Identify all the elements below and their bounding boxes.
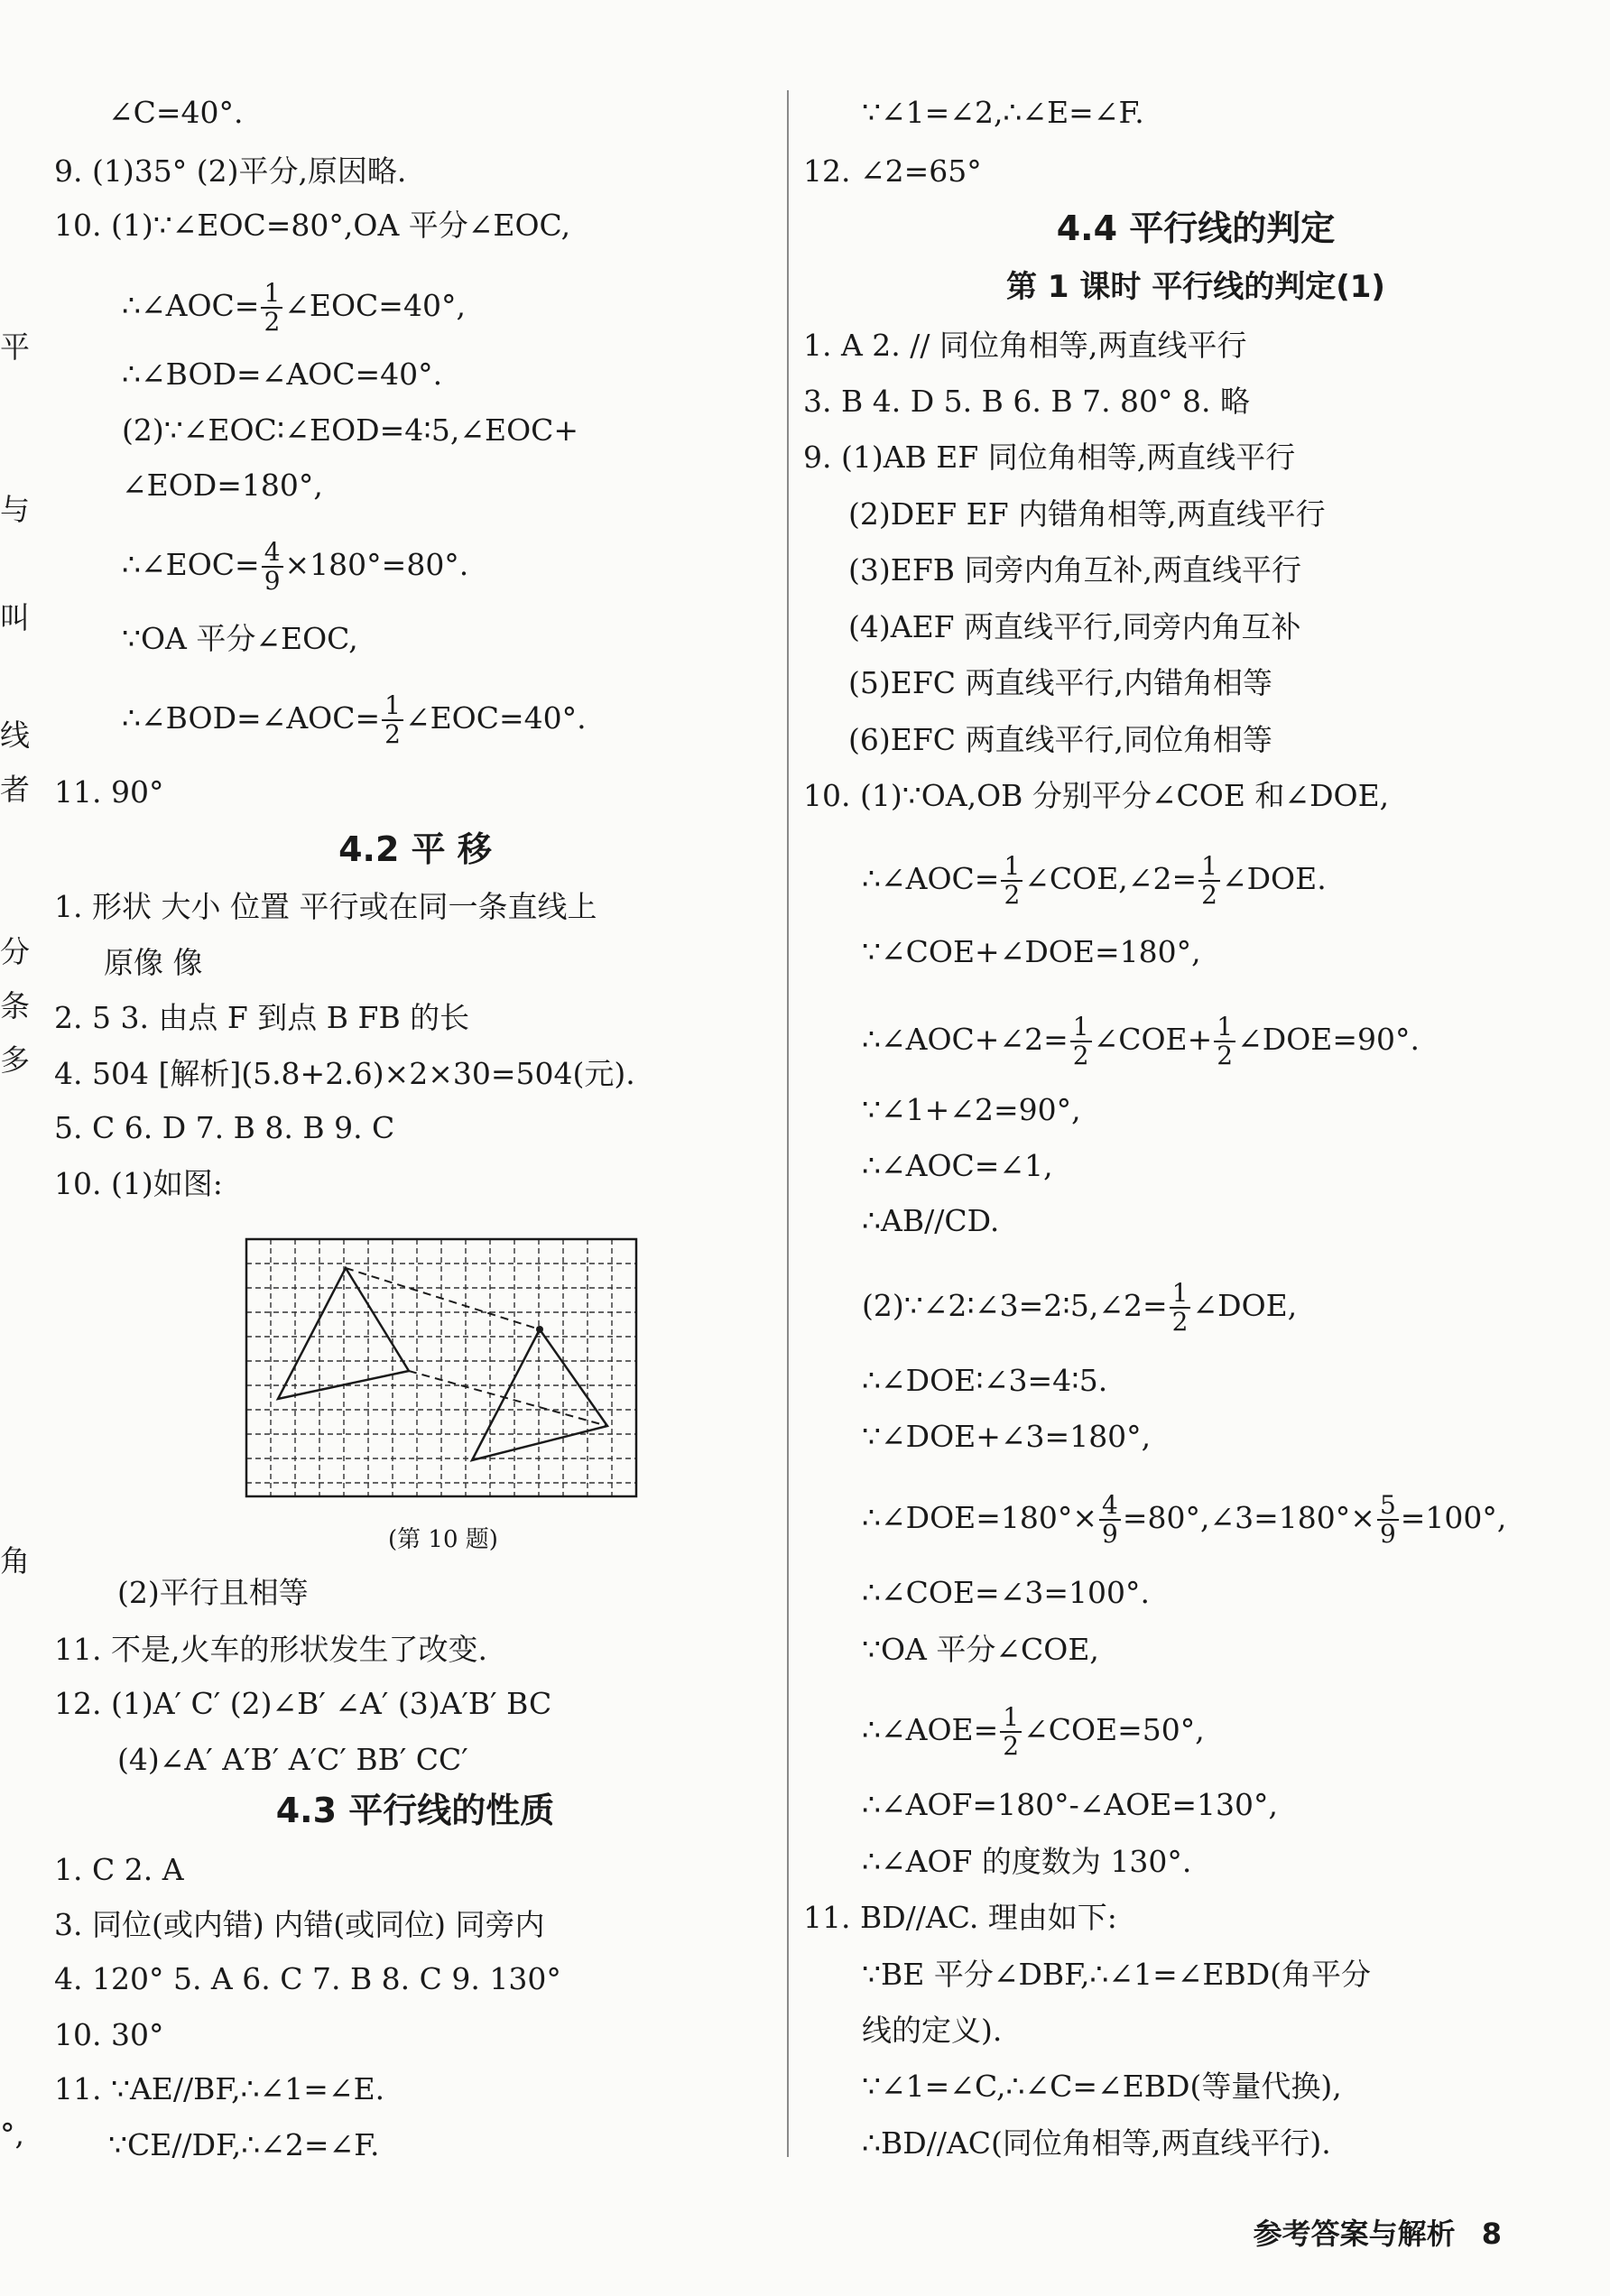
answer-line: ∴∠AOE= $\frac{1}{2}$ ∠COE=50°,: [862, 1702, 1205, 1761]
answer-line: ∴∠AOF 的度数为 130°.: [862, 1844, 1192, 1879]
dashed-line-CF: [409, 1371, 607, 1426]
answer-line: ∵CE//DF,∴∠2=∠F.: [108, 2127, 380, 2162]
answer-line: ∵∠1+∠2=90°,: [862, 1092, 1081, 1127]
figure-caption: (第 10 题): [388, 1526, 498, 1553]
answer-line: ∵OA 平分∠EOC,: [122, 621, 358, 656]
translation-grid-figure: [197, 1232, 639, 1503]
answer-line: ∵BE 平分∠DBF,∴∠1=∠EBD(角平分: [862, 1957, 1372, 1992]
fraction: $\frac{4}{9}$: [262, 539, 283, 595]
answer-line: ∵∠1=∠C,∴∠C=∠EBD(等量代换),: [862, 2069, 1342, 2104]
answer-line: 9. (1)35° (2)平分,原因略.: [54, 153, 407, 189]
answer-line: 11. BD//AC. 理由如下:: [803, 1900, 1117, 1935]
fraction: $\frac{1}{2}$: [1000, 1704, 1022, 1760]
answer-line: 10. (1)∵∠EOC=80°,OA 平分∠EOC,: [54, 208, 571, 243]
fraction: $\frac{4}{9}$: [1099, 1492, 1121, 1548]
answer-line: 4. 504 [解析](5.8+2.6)×2×30=504(元).: [54, 1056, 635, 1091]
answer-line: (4)∠A′ A′B′ A′C′ BB′ CC′: [117, 1742, 468, 1777]
answer-line: 11. ∵AE//BF,∴∠1=∠E.: [54, 2071, 385, 2106]
answer-line: 10. 30°: [54, 2017, 164, 2052]
answer-line: ∴∠EOC= $\frac{4}{9}$ ×180°=80°.: [122, 537, 469, 596]
answer-line: 1. C 2. A: [54, 1852, 184, 1887]
edge-char: 线: [0, 718, 30, 753]
answer-line: 11. 不是,火车的形状发生了改变.: [54, 1632, 487, 1667]
answer-line: (2)平行且相等: [117, 1575, 309, 1610]
fraction: $\frac{5}{9}$: [1377, 1492, 1399, 1548]
page-footer: [1254, 2211, 1502, 2253]
fraction: $\frac{1}{2}$: [1170, 1280, 1191, 1336]
edge-char: 叫: [0, 600, 30, 635]
answer-line: 9. (1)AB EF 同位角相等,两直线平行: [803, 440, 1296, 475]
answer-line: ∴∠BOD=∠AOC=40°.: [122, 356, 443, 392]
edge-char: 平: [0, 329, 30, 365]
section-title: 4.3 平行线的性质: [275, 1791, 555, 1830]
answer-line: 10. (1)如图:: [54, 1166, 223, 1201]
fraction: $\frac{1}{2}$: [382, 692, 403, 748]
answer-line: (2)DEF EF 内错角相等,两直线平行: [848, 496, 1326, 532]
fraction: $\frac{1}{2}$: [1198, 853, 1220, 909]
answer-line: ∴∠BOD=∠AOC= $\frac{1}{2}$ ∠EOC=40°.: [122, 690, 587, 749]
section-title: 4.2 平 移: [338, 829, 492, 869]
answer-line: 3. B 4. D 5. B 6. B 7. 80° 8. 略: [803, 384, 1250, 419]
column-divider: [787, 90, 789, 2157]
edge-char: 角: [0, 1543, 30, 1578]
fraction: $\frac{1}{2}$: [1001, 853, 1022, 909]
answer-line: ∴∠AOC= $\frac{1}{2}$ ∠EOC=40°,: [122, 278, 466, 337]
edge-char: 分: [0, 934, 30, 969]
footer-label: 参考答案与解析: [1253, 2217, 1456, 2251]
answer-line: (3)EFB 同旁内角互补,两直线平行: [848, 552, 1301, 588]
answer-line: ∵∠COE+∠DOE=180°,: [862, 934, 1201, 969]
edge-char: °,: [0, 2116, 24, 2152]
answer-line: ∴∠AOC+∠2= $\frac{1}{2}$ ∠COE+ $\frac{1}{2}$ ∠DOE=90°.: [862, 1012, 1420, 1070]
answer-line: 2. 5 3. 由点 F 到点 B FB 的长: [54, 1000, 470, 1035]
answer-line: 原像 像: [104, 945, 203, 980]
answer-line: ∴∠DOE=180°× $\frac{4}{9}$ =80°,∠3=180°× $\frac{5}{9}$ =100°,: [862, 1490, 1507, 1549]
answer-line: ∴BD//AC(同位角相等,两直线平行).: [862, 2125, 1331, 2161]
answer-line: ∠C=40°.: [108, 95, 244, 130]
answer-line: 3. 同位(或内错) 内错(或同位) 同旁内: [54, 1907, 545, 1942]
fraction: $\frac{1}{2}$: [1070, 1014, 1092, 1069]
edge-char: 条: [0, 988, 30, 1023]
answer-line: (6)EFC 两直线平行,同位角相等: [848, 722, 1272, 757]
answer-line: 10. (1)∵OA,OB 分别平分∠COE 和∠DOE,: [803, 778, 1390, 813]
answer-line: (5)EFC 两直线平行,内错角相等: [848, 665, 1272, 700]
edge-char: 多: [0, 1042, 30, 1078]
dashed-line-AD: [346, 1268, 540, 1329]
answer-line: (2)∵∠EOC∶∠EOD=4∶5,∠EOC+: [122, 412, 579, 448]
answer-line: (4)AEF 两直线平行,同旁内角互补: [848, 609, 1301, 644]
figure-grid: [246, 1239, 636, 1496]
answer-line: 线的定义).: [862, 2013, 1003, 2048]
section-title: 4.4 平行线的判定: [1056, 208, 1336, 248]
answer-line: ∵∠DOE+∠3=180°,: [862, 1419, 1152, 1454]
answer-line: ∵∠1=∠2,∴∠E=∠F.: [862, 95, 1144, 130]
answer-line: ∴∠AOF=180°-∠AOE=130°,: [862, 1787, 1278, 1822]
fraction: $\frac{1}{2}$: [261, 280, 282, 336]
answer-line: ∴∠COE=∠3=100°.: [862, 1575, 1150, 1610]
answer-line: 5. C 6. D 7. B 8. B 9. C: [54, 1110, 395, 1145]
answer-line: ∴∠AOC=∠1,: [862, 1148, 1053, 1183]
answer-line: 1. A 2. // 同位角相等,两直线平行: [803, 328, 1247, 363]
answer-line: ∴∠DOE∶∠3=4∶5.: [862, 1363, 1108, 1398]
answer-line: ∵OA 平分∠COE,: [862, 1632, 1099, 1667]
answer-line: 1. 形状 大小 位置 平行或在同一条直线上: [54, 889, 597, 924]
fraction: $\frac{1}{2}$: [1214, 1014, 1235, 1069]
answer-line: ∴∠AOC= $\frac{1}{2}$ ∠COE,∠2= $\frac{1}{2}$ ∠DOE.: [862, 851, 1327, 910]
answer-line: ∠EOD=180°,: [122, 468, 323, 503]
answer-line: ∴AB//CD.: [862, 1203, 1000, 1238]
answer-line: 12. (1)A′ C′ (2)∠B′ ∠A′ (3)A′B′ BC: [54, 1686, 552, 1721]
edge-char: 与: [0, 492, 30, 527]
answer-line: 12. ∠2=65°: [803, 153, 982, 189]
lesson-subtitle: 第 1 课时 平行线的判定(1): [1006, 269, 1385, 305]
point-D-dot: [536, 1326, 543, 1333]
answer-line: 4. 120° 5. A 6. C 7. B 8. C 9. 130°: [54, 1961, 561, 1996]
edge-char: 者: [0, 772, 30, 807]
page-number: 8: [1481, 2217, 1502, 2251]
answer-line: (2)∵∠2∶∠3=2∶5,∠2= $\frac{1}{2}$ ∠DOE,: [862, 1278, 1298, 1337]
answer-line: 11. 90°: [54, 774, 164, 810]
